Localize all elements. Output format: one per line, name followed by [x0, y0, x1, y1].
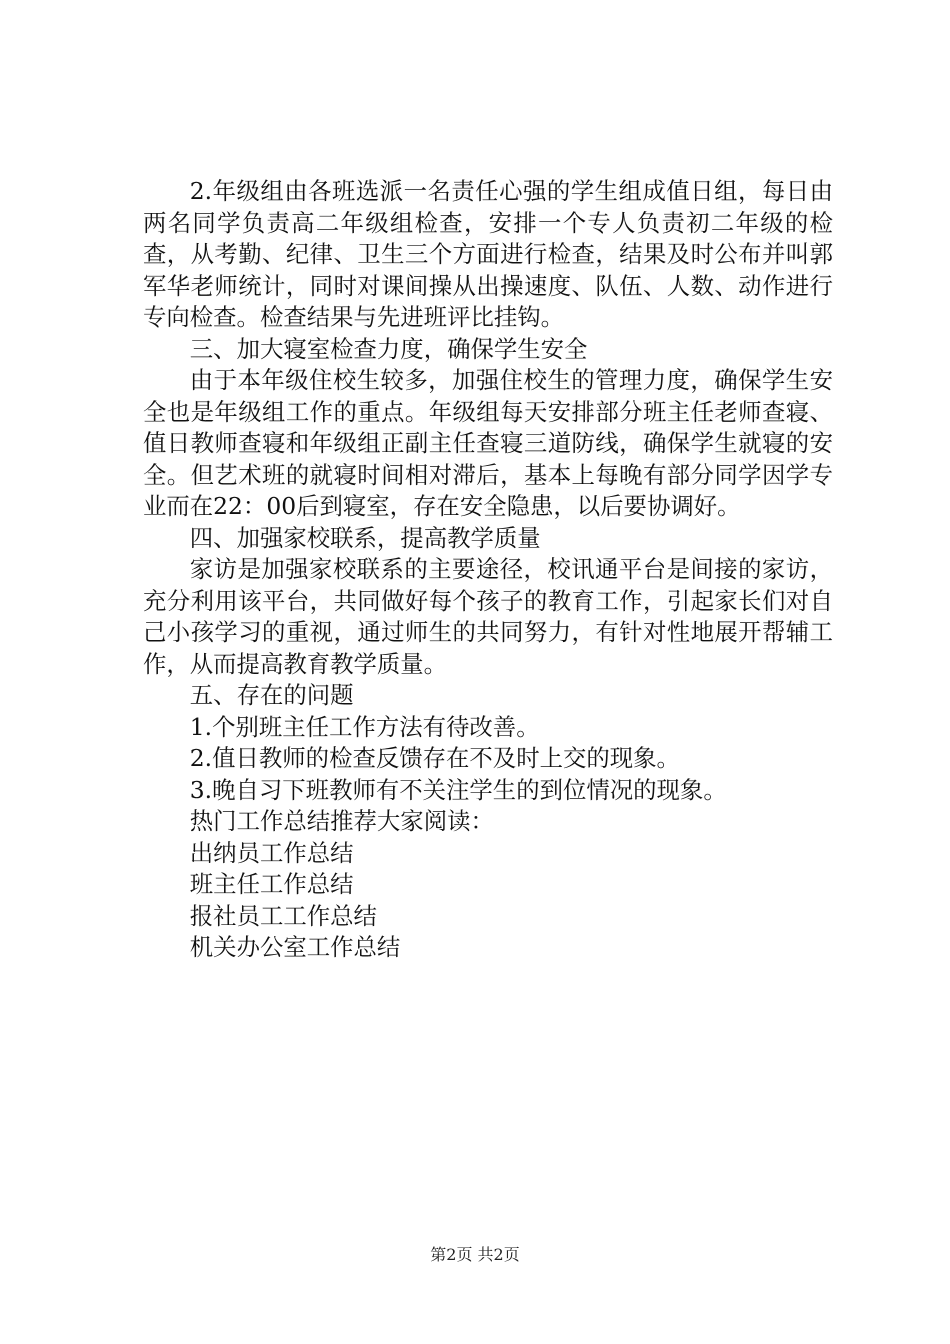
- problem-item-3: 3.晚自习下班教师有不关注学生的到位情况的现象。: [189, 775, 727, 804]
- recommended-reading-heading: 热门工作总结推荐大家阅读：: [189, 807, 494, 835]
- problem-item-1: 1.个别班主任工作方法有待改善。: [189, 712, 540, 741]
- problem-item-2: 2.值日教师的检查反馈存在不及时上交的现象。: [189, 744, 680, 772]
- recommended-link-newspaper-staff[interactable]: 报社员工工作总结: [189, 901, 377, 930]
- paragraph-dorm-safety: 由于本年级住校生较多，加强住校生的管理力度，确保学生安全也是年级组工作的重点。年级组每天安排部分班主任老师查寝、值日教师查寝和年级组正副主任查寝三道防线，确保学生就寝的安全。但艺术班的就寝时间相对滞后，基本上每晚有部分同学因学专业而在22：00后到寝室，存在安全隐患，以后要协调好。: [143, 366, 833, 520]
- paragraph-duty-group: 2.年级组由各班选派一名责任心强的学生组成值日组，每日由两名同学负责高二年级组检查，安排一个专人负责初二年级的检查，从考勤、纪律、卫生三个方面进行检查，结果及时公布并叫郭军华老师统计，同时对课间操从出操速度、队伍、人数、动作进行专向检查。检查结果与先进班评比挂钩。: [143, 177, 833, 331]
- paragraph-home-visits: 家访是加强家校联系的主要途径，校讯通平台是间接的家访，充分利用该平台，共同做好每个孩子的教育工作，引起家长们对自己小孩学习的重视，通过师生的共同努力，有针对性地展开帮辅工作，从而提高教育教学质量。: [143, 555, 833, 678]
- section-heading-home-school: 四、加强家校联系，提高教学质量: [189, 523, 541, 552]
- recommended-link-cashier[interactable]: 出纳员工作总结: [189, 838, 354, 867]
- document-body: [143, 176, 833, 964]
- page-number-footer: 第2页 共2页: [430, 1245, 520, 1264]
- recommended-link-office[interactable]: 机关办公室工作总结: [189, 933, 401, 961]
- section-heading-problems: 五、存在的问题: [189, 681, 354, 709]
- section-heading-dorm-inspection: 三、加大寝室检查力度，确保学生安全: [189, 334, 588, 363]
- recommended-link-class-teacher[interactable]: 班主任工作总结: [189, 870, 354, 898]
